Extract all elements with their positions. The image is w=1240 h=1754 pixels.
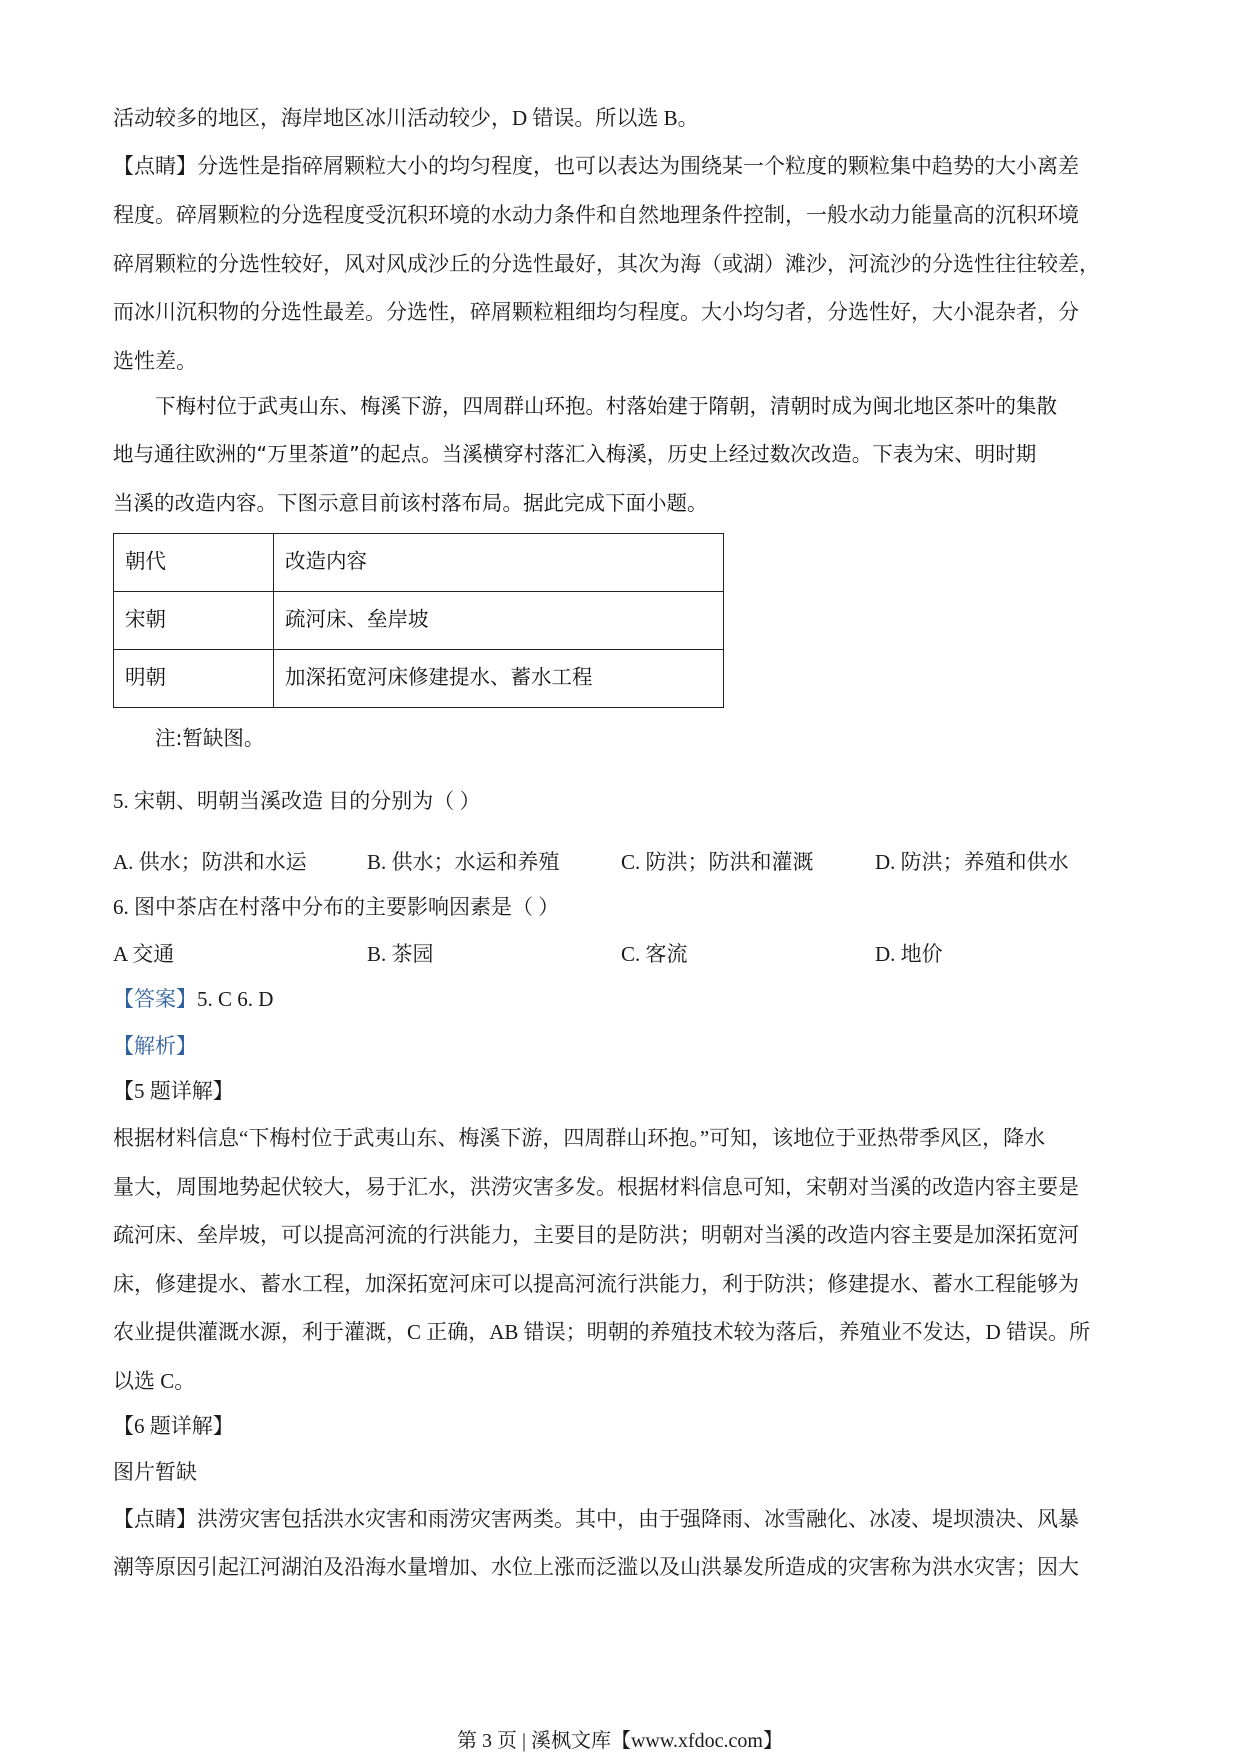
q5-option-a: A. 供水；防洪和水运 — [113, 850, 307, 874]
jiexi-label: 【解析】 — [113, 1034, 197, 1058]
q5-detail-line-5: 农业提供灌溉水源，利于灌溉，C 正确，AB 错误；明朝的养殖技术较为落后，养殖业不发达，D 错误。所 — [113, 1320, 1091, 1344]
dianjing-line-5: 选性差。 — [113, 349, 197, 373]
dianjing-line-1: 【点睛】分选性是指碎屑颗粒大小的均匀程度，也可以表达为围绕某一个粒度的颗粒集中趋势的大小离差 — [113, 154, 1079, 178]
q6-option-c: C. 客流 — [621, 942, 688, 966]
dianjing-line-2: 程度。碎屑颗粒的分选程度受沉积环境的水动力条件和自然地理条件控制，一般水动力能量高的沉积环境 — [113, 203, 1079, 227]
q6-option-a: A 交通 — [113, 942, 175, 966]
table-row — [114, 650, 724, 708]
table-cell: 改造内容 — [274, 534, 724, 592]
q5-detail-line-4: 床，修建提水、蓄水工程，加深拓宽河床可以提高河流行洪能力，利于防洪；修建提水、蓄水工程能够为 — [113, 1272, 1079, 1296]
material-line-3: 当溪的改造内容。下图示意目前该村落布局。据此完成下面小题。 — [113, 491, 708, 515]
table-cell: 宋朝 — [114, 592, 274, 650]
q6-option-d: D. 地价 — [875, 942, 943, 966]
table-row — [114, 534, 724, 592]
figure-note: 注:暂缺图。 — [155, 726, 265, 750]
table-cell: 明朝 — [114, 650, 274, 708]
answer-line — [113, 985, 273, 1013]
q5-detail-line-2: 量大，周围地势起伏较大，易于汇水，洪涝灾害多发。根据材料信息可知，宋朝对当溪的改造内容主要是 — [113, 1175, 1079, 1199]
q5-detail-title: 【5 题详解】 — [113, 1079, 234, 1103]
answer-label: 【答案】 — [113, 987, 197, 1011]
question-5-stem: 5. 宋朝、明朝当溪改造 目的分别为（ ） — [113, 789, 481, 813]
prev-answer-tail: 活动较多的地区，海岸地区冰川活动较少，D 错误。所以选 B。 — [113, 106, 699, 130]
q5-option-b: B. 供水；水运和养殖 — [367, 850, 560, 874]
q5-option-c: C. 防洪；防洪和灌溉 — [621, 850, 814, 874]
q5-detail-line-3: 疏河床、垒岸坡，可以提高河流的行洪能力，主要目的是防洪；明朝对当溪的改造内容主要是加深拓宽河 — [113, 1223, 1079, 1247]
dianjing2-line-2: 潮等原因引起江河湖泊及沿海水量增加、水位上涨而泛滥以及山洪暴发所造成的灾害称为洪水灾害；因大 — [113, 1555, 1079, 1579]
q5-option-d: D. 防洪；养殖和供水 — [875, 850, 1069, 874]
q5-detail-line-1: 根据材料信息“下梅村位于武夷山东、梅溪下游，四周群山环抱。”可知，该地位于亚热带季风区，降水 — [113, 1126, 1046, 1150]
table-row — [114, 592, 724, 650]
question-6-stem: 6. 图中茶店在村落中分布的主要影响因素是（ ） — [113, 895, 560, 919]
dynasty-table — [113, 533, 724, 708]
material-line-1: 下梅村位于武夷山东、梅溪下游，四周群山环抱。村落始建于隋朝，清朝时成为闽北地区茶叶的集散 — [155, 394, 1057, 418]
table-cell: 疏河床、垒岸坡 — [274, 592, 724, 650]
dianjing-line-4: 而冰川沉积物的分选性最差。分选性，碎屑颗粒粗细均匀程度。大小均匀者，分选性好，大小混杂者，分 — [113, 300, 1079, 324]
table-cell: 朝代 — [114, 534, 274, 592]
q6-detail-text: 图片暂缺 — [113, 1460, 197, 1484]
q6-option-b: B. 茶园 — [367, 942, 434, 966]
dianjing-line-3: 碎屑颗粒的分选性较好，风对风成沙丘的分选性最好，其次为海（或湖）滩沙，河流沙的分选性往往较差， — [113, 252, 1100, 276]
answer-text: 5. C 6. D — [197, 987, 274, 1011]
q6-detail-title: 【6 题详解】 — [113, 1414, 234, 1438]
dianjing2-line-1: 【点睛】洪涝灾害包括洪水灾害和雨涝灾害两类。其中，由于强降雨、冰雪融化、冰凌、堤坝溃决、风暴 — [113, 1507, 1079, 1531]
material-line-2: 地与通往欧洲的“万里茶道”的起点。当溪横穿村落汇入梅溪，历史上经过数次改造。下表为宋、明时期 — [113, 442, 1037, 466]
page-footer: 第 3 页 | 溪枫文库【www.xfdoc.com】 — [456, 1730, 783, 1752]
table-cell: 加深拓宽河床修建提水、蓄水工程 — [274, 650, 724, 708]
q5-detail-line-6: 以选 C。 — [113, 1369, 196, 1393]
